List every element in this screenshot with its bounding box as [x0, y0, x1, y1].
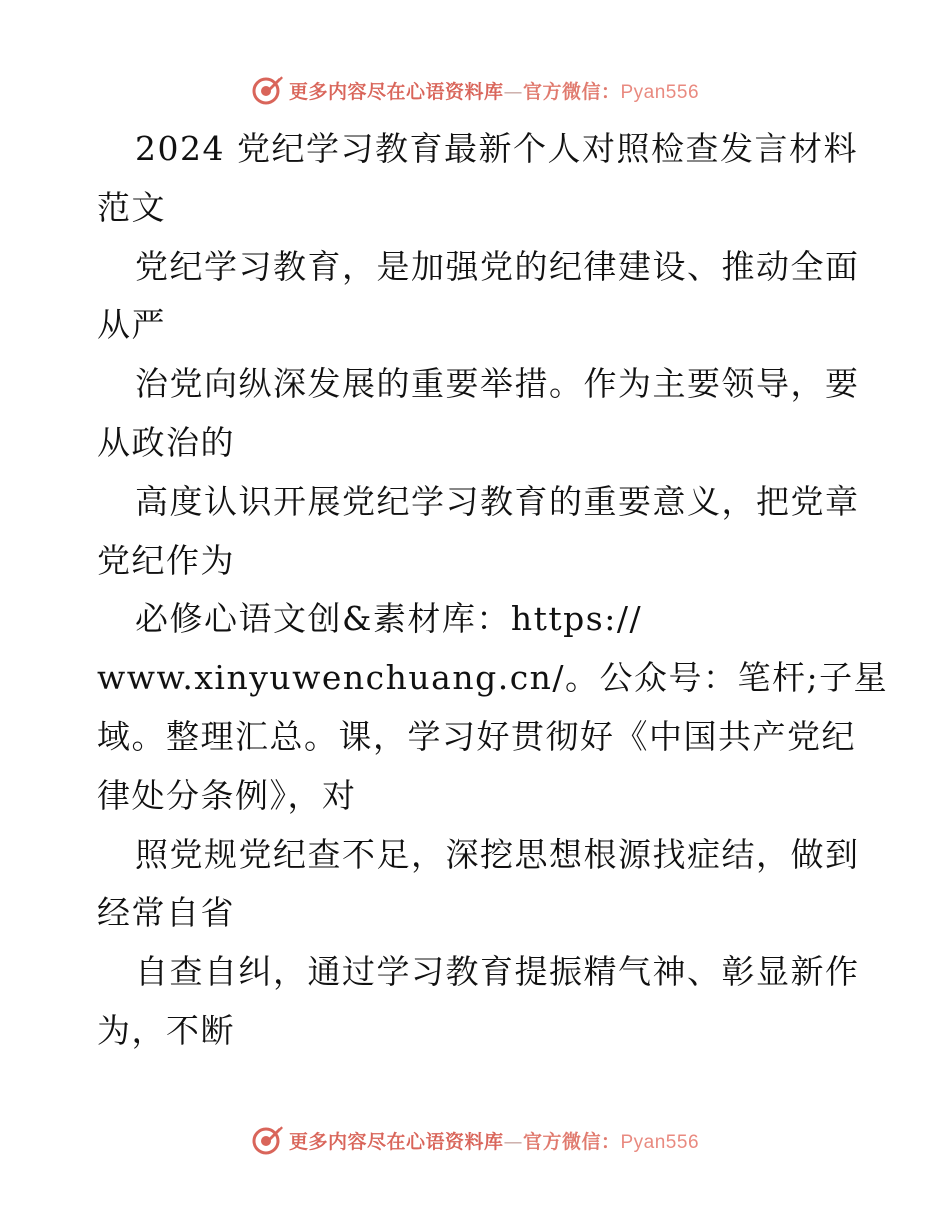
doc-line: 自查自纠，通过学习教育提振精气神、彰显新作 — [135, 952, 860, 992]
banner-text — [289, 1127, 699, 1154]
doc-line: 从严 — [97, 305, 166, 345]
banner-text — [289, 77, 699, 104]
banner-dash: — — [503, 80, 523, 103]
header-banner — [0, 68, 950, 112]
banner-wechat-id: Pyan556 — [620, 81, 700, 103]
doc-line: 高度认识开展党纪学习教育的重要意义，把党章 — [135, 481, 860, 521]
banner-wechat-id: Pyan556 — [620, 1131, 700, 1153]
document-body — [97, 120, 889, 1061]
doc-title-line-2: 范文 — [97, 187, 166, 227]
doc-line: 党纪作为 — [97, 540, 235, 580]
banner-wechat-label: 官方微信： — [522, 1130, 621, 1153]
banner-title: 更多内容尽在心语资料库 — [288, 80, 504, 103]
footer-banner — [0, 1118, 950, 1162]
banner-dash: — — [503, 1130, 523, 1153]
banner-wechat-label: 官方微信： — [522, 80, 621, 103]
doc-line: 经常自省 — [97, 893, 235, 933]
doc-line: 律处分条例》，对 — [97, 775, 357, 815]
doc-line: 从政治的 — [97, 422, 235, 462]
doc-line: 照党规党纪查不足，深挖思想根源找症结，做到 — [135, 834, 860, 874]
doc-line: www.xinyuwenchuang.cn/。公众号：笔杆;子星 — [97, 658, 889, 698]
doc-line: 域。整理汇总。课，学习好贯彻好《中国共产党纪 — [97, 716, 856, 756]
quill-pen-logo-icon — [251, 1123, 285, 1157]
doc-title-line-1: 2024 党纪学习教育最新个人对照检查发言材料 — [135, 129, 858, 168]
doc-line: 党纪学习教育，是加强党的纪律建设、推动全面 — [135, 246, 860, 286]
banner-title: 更多内容尽在心语资料库 — [288, 1130, 504, 1153]
doc-line: 为，不断 — [97, 1010, 235, 1050]
doc-line: 必修心语文创&素材库：https:// — [135, 599, 643, 639]
quill-pen-logo-icon — [251, 73, 285, 107]
doc-line: 治党向纵深发展的重要举措。作为主要领导，要 — [135, 364, 860, 404]
